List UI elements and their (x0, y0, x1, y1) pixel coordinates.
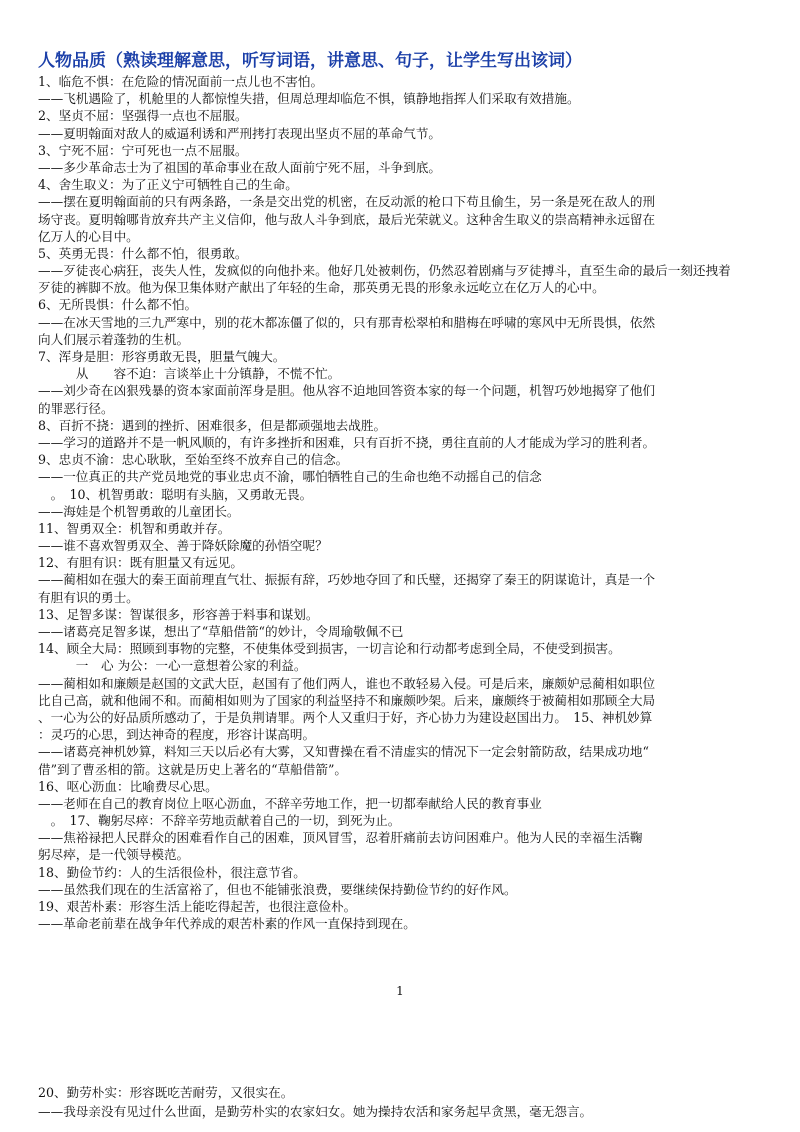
text-line: ——焦裕禄把人民群众的困难看作自己的困难，顶风冒雪，忍着肝痛前去访问困难户。他为人民的幸福生活鞠 (38, 830, 643, 846)
text-line: ——学习的道路并不是一帆风顺的，有许多挫折和困难，只有百折不挠，勇往直前的人才能成为学习的胜利者。 (38, 434, 656, 450)
text-line: ：灵巧的心思，到达神奇的程度，形容计谋高明。 (38, 727, 316, 743)
text-line: 。 17、鞠躬尽瘁：不辞辛劳地贡献着自己的一切，到死为止。 (38, 813, 401, 829)
text-line: ——谁不喜欢智勇双全、善于降妖除魔的孙悟空呢？ (38, 538, 328, 554)
text-line: ——歹徒丧心病狂，丧失人性，发疯似的向他扑来。他好几处被刺伤，仍然忍着剧痛与歹徒搏斗，直至生命的最后一刻还拽着 (38, 263, 731, 279)
text-line: 6、无所畏惧：什么都不怕。 (38, 297, 198, 313)
text-line: ——在冰天雪地的三九严寒中，别的花木都冻僵了似的，只有那青松翠柏和腊梅在呼啸的寒风中无所畏惧，依然 (38, 314, 656, 330)
text-line: 16、呕心沥血：比喻费尽心思。 (38, 778, 218, 794)
text-line: 19、艰苦朴素：形容生活上能吃得起苦，也很注意俭朴。 (38, 899, 357, 914)
text-line: 比自己高，就和他闹不和。而蔺相如则为了国家的利益坚持不和廉颇吵架。后来，廉颇终于被蔺相如那顾全大局 (38, 692, 656, 708)
text-line: 7、浑身是胆：形容勇敢无畏，胆量气魄大。 (38, 349, 286, 364)
text-line: ——老师在自己的教育岗位上呕心沥血，不辞辛劳地工作，把一切都奉献给人民的教育事业 (38, 795, 542, 811)
text-line: ——刘少奇在凶狠残暴的资本家面前浑身是胆。他从容不迫地回答资本家的每一个问题，机智巧妙地揭穿了他们 (38, 383, 656, 399)
text-line: 20、勤劳朴实：形容既吃苦耐劳，又很实在。 (38, 1085, 294, 1100)
text-line: 躬尽瘁，是一代领导模范。 (38, 847, 190, 863)
text-line: 从 容不迫：言谈举止十分镇静，不慌不忙。 (38, 366, 341, 382)
text-line: 亿万人的心目中。 (38, 228, 139, 244)
document-body (38, 73, 778, 932)
page-number: 1 (396, 984, 404, 998)
next-page-body (38, 1083, 778, 1121)
text-line: ——虽然我们现在的生活富裕了，但也不能铺张浪费，要继续保持勤俭节约的好作风。 (38, 881, 517, 897)
text-line: ——多少革命志士为了祖国的革命事业在敌人面前宁死不屈，斗争到底。 (38, 159, 441, 175)
text-line: 借”到了曹丞相的箭。这就是历史上著名的“草船借箭”。 (38, 761, 347, 777)
text-line: 12、有胆有识：既有胆量又有远见。 (38, 555, 243, 571)
text-line: ——诸葛亮足智多谋，想出了“草船借箭“的妙计，令周瑜敬佩不已 (38, 624, 404, 639)
text-line: 13、足智多谋：智谋很多，形容善于料事和谋划。 (38, 606, 319, 622)
text-line: 。 10、机智勇敢：聪明有头脑，又勇敢无畏。 (38, 486, 313, 502)
text-line: 一 心 为公：一心一意想着公家的利益。 (38, 658, 307, 674)
text-line: 的罪恶行径。 (38, 400, 114, 416)
text-line: ——革命老前辈在战争年代养成的艰苦朴素的作风一直保持到现在。 (38, 916, 416, 932)
text-line: ——海娃是个机智勇敢的儿童团长。 (38, 503, 240, 519)
text-line: 2、坚贞不屈：坚强得一点也不屈服。 (38, 108, 248, 124)
text-line: ——蔺相如和廉颇是赵国的文武大臣，赵国有了他们两人，谁也不敢轻易入侵。可是后来，廉颇妒忌蔺相如职位 (38, 675, 656, 691)
text-line: 4、舍生取义：为了正义宁可牺牲自己的生命。 (38, 177, 298, 193)
text-line: ——诸葛亮神机妙算，料知三天以后必有大雾，又知曹操在看不清虚实的情况下一定会射箭防敌，结果成功地“ (38, 744, 649, 760)
text-line: ——一位真正的共产党员地党的事业忠贞不渝，哪怕牺牲自己的生命也绝不动摇自己的信念 (38, 469, 542, 485)
text-line: ——夏明翰面对敌人的威逼利诱和严刑拷打表现出坚贞不屈的革命气节。 (38, 125, 441, 141)
text-line: 有胆有识的勇士。 (38, 589, 139, 605)
text-line: 3、宁死不屈：宁可死也一点不屈服。 (38, 142, 248, 158)
text-line: 9、忠贞不渝：忠心耿耿，至始至终不放弃自己的信念。 (38, 452, 349, 468)
text-line: ——我母亲没有见过什么世面，是勤劳朴实的农家妇女。她为操持农活和家务起早贪黑，毫无怨言。 (38, 1104, 593, 1119)
text-line: ——蔺相如在强大的秦王面前理直气壮、振振有辞，巧妙地夺回了和氏璧，还揭穿了秦王的阴谋诡计，真是一个 (38, 572, 656, 588)
text-line: 1、临危不惧：在危险的情况面前一点儿也不害怕。 (38, 74, 324, 89)
text-line: 18、勤俭节约：人的生活很俭朴，很注意节省。 (38, 864, 306, 880)
text-line: 场守丧。夏明翰哪肯放弃共产主义信仰，他与敌人斗争到底，最后光荣就义。这种舍生取义的崇高精神永远留在 (38, 211, 656, 227)
text-line: 8、百折不挠：遇到的挫折、困难很多，但是都顽强地去战胜。 (38, 417, 387, 433)
text-line: ——摆在夏明翰面前的只有两条路，一条是交出党的机密，在反动派的枪口下苟且偷生，另一条是死在敌人的刑 (38, 194, 656, 210)
text-line: 向人们展示着蓬勃的生机。 (38, 331, 190, 347)
document-title: 人物品质（熟读理解意思，听写词语，讲意思、句子，让学生写出该词） (38, 51, 582, 71)
text-line: 14、顾全大局：照顾到事物的完整，不使集体受到损害，一切言论和行动都考虑到全局，不使受到损害。 (38, 641, 621, 657)
text-line: 歹徒的裤脚不放。他为保卫集体财产献出了年轻的生命，那英勇无畏的形象永远屹立在亿万人的心中。 (38, 280, 605, 296)
text-line: 11、智勇双全：机智和勇敢并存。 (38, 520, 231, 536)
text-line: 、一心为公的好品质所感动了，于是负荆请罪。两个人又重归于好，齐心协力为建设赵国出力。 15、神机妙算 (38, 709, 653, 725)
text-line: 5、英勇无畏：什么都不怕，很勇敢。 (38, 245, 248, 261)
text-line: ——飞机遇险了，机舱里的人都惊惶失措，但周总理却临危不惧，镇静地指挥人们采取有效措施。 (38, 91, 580, 107)
